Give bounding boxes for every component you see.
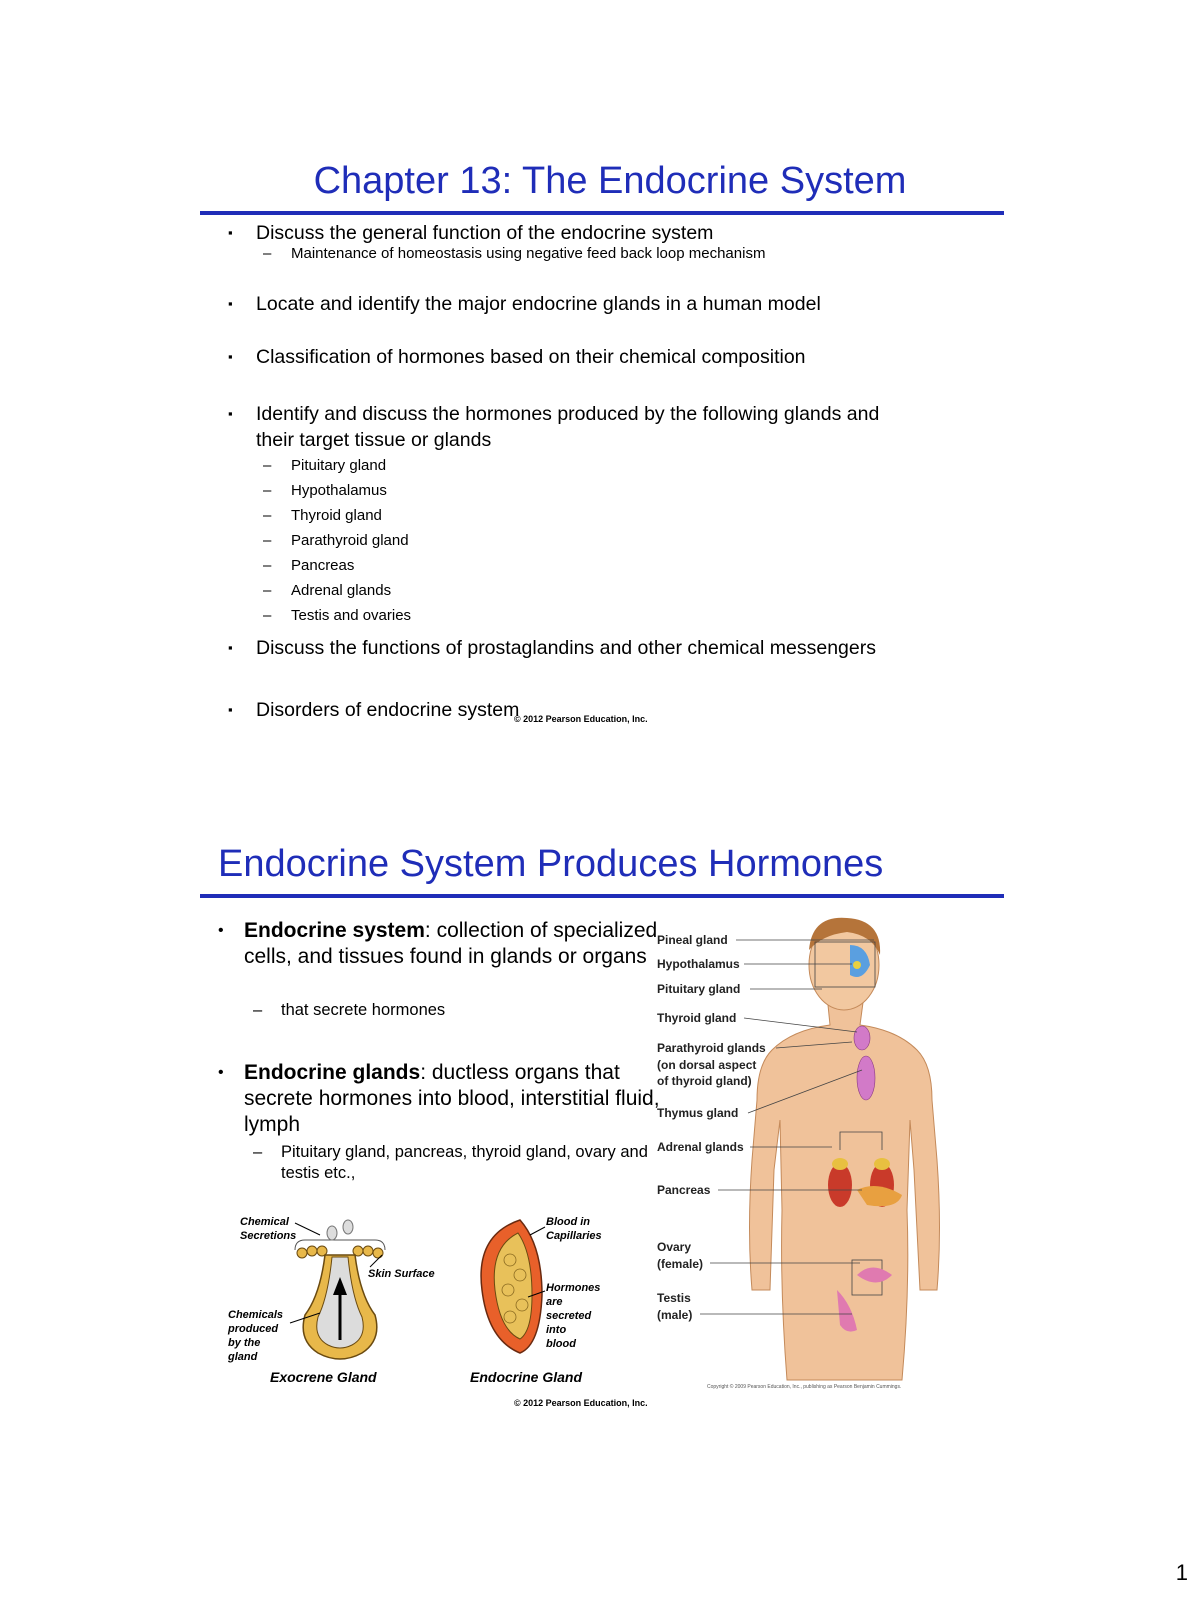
chemicals-produced-label: Chemicals produced by the gland — [228, 1309, 284, 1363]
pineal-label: Pineal gland — [657, 933, 728, 947]
pancreas-label: Pancreas — [657, 1183, 711, 1197]
skin-surface-label: Skin Surface — [368, 1268, 435, 1280]
slide2-title-rule — [200, 894, 1004, 898]
exocrine-gland-drawing — [227, 1216, 435, 1385]
testis-label-2: (male) — [657, 1308, 693, 1322]
slide2-copyright: © 2012 Pearson Education, Inc. — [514, 1398, 648, 1408]
thyroid-label: Thyroid gland — [657, 1011, 737, 1025]
testis-label: Testis — [657, 1291, 691, 1305]
figure-credit: Copyright © 2009 Pearson Education, Inc., publishing as Pearson Benjamin Cummings. — [707, 1384, 902, 1390]
hormones-secreted-label: Hormones are secreted into blood — [546, 1282, 601, 1350]
adrenal-label: Adrenal glands — [657, 1140, 744, 1154]
slide2-title: Endocrine System Produces Hormones — [218, 843, 884, 885]
thymus-label: Thymus gland — [657, 1106, 739, 1120]
chemical-secretions-label: Chemical Secretions — [240, 1216, 297, 1242]
parathyroid-label-2: (on dorsal aspect — [657, 1058, 757, 1072]
endocrine-caption: Endocrine Gland — [470, 1369, 583, 1385]
human-body-drawing — [750, 918, 940, 1380]
exocrine-caption: Exocrene Gland — [270, 1369, 377, 1385]
page-number: 1 — [1175, 1560, 1188, 1585]
ovary-label: Ovary — [657, 1240, 692, 1254]
endocrine-system-term: Endocrine system — [244, 919, 425, 942]
hypothalamus-label: Hypothalamus — [657, 957, 740, 971]
endocrine-glands-term: Endocrine glands — [244, 1061, 421, 1084]
blood-capillaries-label: Blood in Capillaries — [546, 1216, 602, 1242]
gland-comparison-figure — [220, 1205, 640, 1400]
ovary-label-2: (female) — [657, 1257, 704, 1271]
slide1-title-rule — [200, 211, 1004, 215]
parathyroid-label-3: of thyroid gland) — [657, 1074, 752, 1088]
pituitary-label: Pituitary gland — [657, 982, 741, 996]
endocrine-body-figure — [652, 910, 942, 1395]
slide1-title: Chapter 13: The Endocrine System — [313, 160, 907, 202]
slide1-copyright: © 2012 Pearson Education, Inc. — [514, 714, 648, 724]
gland-labels — [657, 933, 766, 1322]
parathyroid-label: Parathyroid glands — [657, 1041, 766, 1055]
endocrine-gland-drawing — [470, 1216, 602, 1385]
